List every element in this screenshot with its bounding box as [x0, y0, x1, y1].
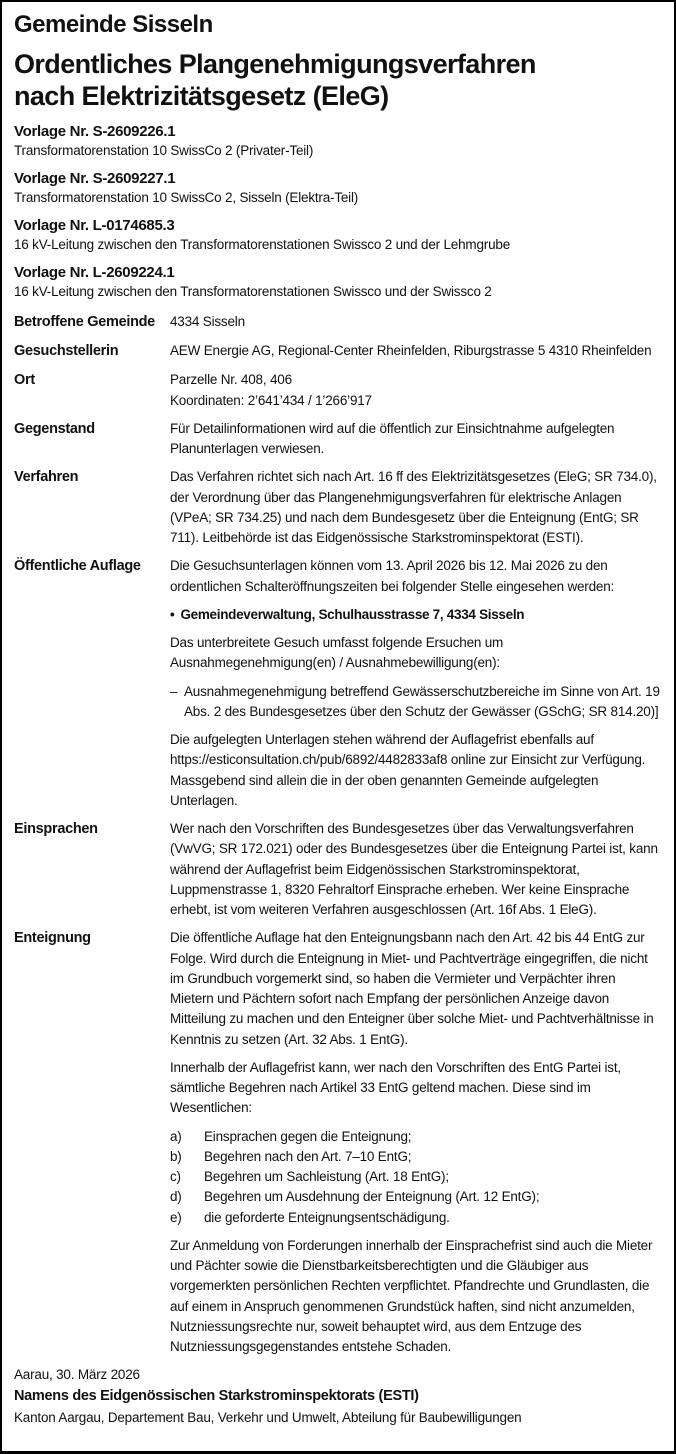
vorlage-item [14, 169, 660, 208]
row-label: Verfahren [14, 469, 79, 486]
row-value: 4334 Sisseln [170, 314, 245, 330]
row-betroffene-gemeinde [14, 312, 660, 333]
vorlage-number: Vorlage Nr. S-2609227.1 [14, 169, 176, 187]
municipality-title: Gemeinde Sisseln [14, 11, 213, 38]
row-value [170, 370, 660, 411]
procedure-title-line2: nach Elektrizitätsgesetz (EleG) [14, 80, 389, 111]
vorlage-description: Transformatorenstation 10 SwissCo 2 (Privater-Teil) [14, 142, 314, 158]
document-footer [14, 1365, 660, 1428]
vorlage-number: Vorlage Nr. L-2609224.1 [14, 264, 175, 282]
gesuch-text: Das unterbreitete Gesuch umfasst folgende Ersuchen um Ausnahmegenehmigung(en) / Ausnahmebewilligung(en): [170, 635, 504, 671]
row-label: Gesuchstellerin [14, 343, 119, 360]
claim-marker: e) [170, 1209, 182, 1225]
dash-icon: – [170, 683, 178, 699]
claim-marker: d) [170, 1189, 182, 1205]
row-verfahren [14, 467, 660, 548]
claim-marker: c) [170, 1169, 181, 1185]
vorlage-number: Vorlage Nr. L-0174685.3 [14, 217, 175, 234]
department-line: Kanton Aargau, Departement Bau, Verkehr und Umwelt, Abteilung für Baubewilligungen [14, 1409, 522, 1425]
vorlage-description: Transformatorenstation 10 SwissCo 2, Sisseln (Elektra-Teil) [14, 190, 359, 206]
details-section [14, 312, 660, 1357]
vorlage-description: 16 kV-Leitung zwischen den Transformatorenstationen Swissco 2 und der Lehmgrube [14, 237, 511, 253]
ausnahme-item-text: Ausnahmegenehmigung betreffend Gewässerschutzbereiche im Sinne von Art. 19 Abs. 2 des Bundesgesetzes über den Schutz der Gewässer (GSchG; SR 814.20)] [184, 683, 660, 719]
claim-item [170, 1127, 660, 1147]
place-date: Aarau, 30. März 2026 [14, 1367, 140, 1383]
enteignung-para3: Zur Anmeldung von Forderungen innerhalb der Einsprachefrist sind auch die Mieter und Pächter sowie die Dienstbarkeitsberechtigten und die Gläubiger aus vorgemerkten persönlichen Rechten verpflichtet. Pfandrechte und Grundlasten, die auf einem in Anspruch genommenen Grundstück haften, sind nicht anzumelden, Nutzniessungsrechte nur, soweit behauptet wird, aus dem Entzuge des Nutzniessungsgegenstandes entstehe Schaden. [170, 1237, 653, 1355]
claim-marker: a) [170, 1128, 182, 1144]
online-text: Die aufgelegten Unterlagen stehen während der Auflagefrist ebenfalls auf https://esticonsultation.ch/pub/6892/4482833af8 online zur Einsicht zur Verfügung. Massgebend sind allein die in der oben genannten Gemeinde aufgelegten Unterlagen. [170, 732, 646, 808]
claim-marker: b) [170, 1148, 182, 1164]
claim-text: Begehren um Sachleistung (Art. 18 EntG); [204, 1169, 449, 1185]
authority-line: Namens des Eidgenössischen Starkstrominspektorats (ESTI) [14, 1388, 419, 1405]
ausnahme-item [170, 682, 660, 723]
vorlage-description: 16 kV-Leitung zwischen den Transformatorenstationen Swissco und der Swissco 2 [14, 284, 492, 300]
vorlage-item [14, 122, 660, 161]
inspection-place [170, 605, 660, 625]
row-label: Betroffene Gemeinde [14, 314, 155, 331]
claim-item [170, 1147, 660, 1167]
vorlage-item [14, 216, 660, 255]
row-label: Einsprachen [14, 821, 98, 838]
row-label: Enteignung [14, 930, 91, 947]
enteignung-para2: Innerhalb der Auflagefrist kann, wer nach den Vorschriften des EntG Partei ist, sämtliche Begehren nach Artikel 33 EntG geltend machen. Diese sind im Wesentlichen: [170, 1059, 621, 1116]
row-label: Ort [14, 372, 35, 389]
inspection-place-text: Gemeindeverwaltung, Schulhausstrasse 7, 4334 Sisseln [180, 606, 525, 622]
row-value: Wer nach den Vorschriften des Bundesgesetzes über das Verwaltungsverfahren (VwVG; SR 172.021) oder des Bundesgesetzes über die Enteignung Partei ist, kann während der Auflagefrist beim Eidgenössischen Starkstrominspektorat, Luppmenstrasse 1, 8320 Fehraltorf Einsprache erheben. Wer keine Einsprache erhebt, ist vom weiteren Verfahren ausgeschlossen (Art. 16f Abs. 1 EleG). [170, 821, 658, 918]
row-value [170, 928, 660, 1357]
row-ort [14, 370, 660, 411]
row-value: Für Detailinformationen wird auf die öffentlich zur Einsichtnahme aufgelegten Planunterlagen verwiesen. [170, 420, 615, 457]
claim-text: Begehren um Ausdehnung der Enteignung (Art. 12 EntG); [204, 1189, 540, 1205]
bullet-icon: • [170, 606, 175, 622]
claim-item [170, 1167, 660, 1187]
row-value [170, 556, 660, 811]
claim-item [170, 1208, 660, 1228]
row-gesuchstellerin [14, 341, 660, 362]
vorlagen-list [14, 122, 660, 303]
claim-item [170, 1187, 660, 1207]
document-header [14, 10, 660, 113]
row-oeffentliche-auflage [14, 556, 660, 811]
row-gegenstand [14, 419, 660, 460]
row-label: Gegenstand [14, 420, 95, 437]
row-enteignung [14, 928, 660, 1357]
vorlage-item [14, 263, 660, 302]
parcel-line: Parzelle Nr. 408, 406 [170, 372, 292, 388]
procedure-title-line1: Ordentliches Plangenehmigungsverfahren [14, 49, 536, 79]
claim-text: die geforderte Enteignungsentschädigung. [204, 1209, 450, 1225]
auflage-intro: Die Gesuchsunterlagen können vom 13. April 2026 bis 12. Mai 2026 zu den ordentlichen Schalteröffnungszeiten bei folgender Stelle eingesehen werden: [170, 558, 615, 594]
procedure-title [14, 49, 660, 113]
claim-text: Begehren nach den Art. 7–10 EntG; [204, 1148, 412, 1164]
claim-text: Einsprachen gegen die Enteignung; [204, 1128, 412, 1144]
row-label: Öffentliche Auflage [14, 558, 141, 575]
row-value: AEW Energie AG, Regional-Center Rheinfelden, Riburgstrasse 5 4310 Rheinfelden [170, 343, 652, 359]
claims-list [170, 1127, 660, 1228]
row-einsprachen [14, 819, 660, 920]
row-value: Das Verfahren richtet sich nach Art. 16 ff des Elektrizitätsgesetzes (EleG; SR 734.0), der Verordnung über das Plangenehmigungsverfahren für elektrische Anlagen (VPeA; SR 734.25) und nach dem Bundesgesetz über die Enteignung (EntG; SR 711). Leitbehörde ist das Eidgenössische Starkstrominspektorat (ESTI). [170, 469, 657, 546]
enteignung-para1: Die öffentliche Auflage hat den Enteignungsbann nach den Art. 42 bis 44 EntG zur Folge. Wird durch die Enteignung in Miet- und Pachtverträge eingegriffen, die nicht im Grundbuch vorgemerkt sind, so haben die Vermieter und Verpächter ihren Mietern und Pächtern sofort nach Empfang der persönlichen Anzeige davon Mitteilung zu machen und den Enteigner über solche Miet- und Pachtverhältnisse in Kenntnis zu setzen (Art. 32 Abs. 1 EntG). [170, 930, 654, 1047]
vorlage-number: Vorlage Nr. S-2609226.1 [14, 122, 176, 140]
coordinates-line: Koordinaten: 2’641’434 / 1’266’917 [170, 392, 372, 408]
